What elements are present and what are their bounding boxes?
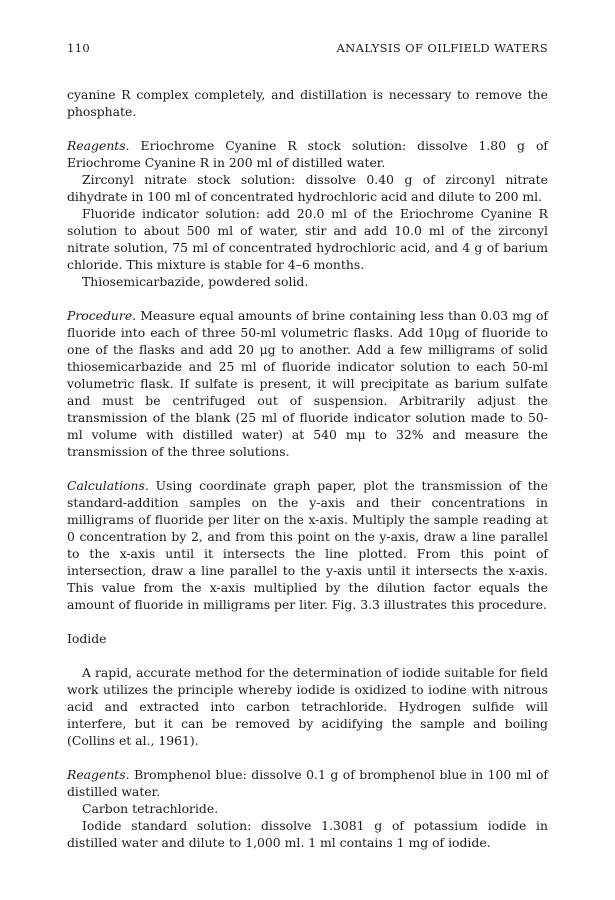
reagents-2-paragraph: [67, 766, 548, 800]
iodide-intro-paragraph: A rapid, accurate method for the determination of iodide suitable for field work utilizes the principle whereby iodide is oxidized to iodine with nitrous acid and extracted into carbon tetrachloride. Hydrogen sulfide will interfere, but it can be removed by acidifying the sample and boiling (Collins et al., 1961).: [67, 665, 548, 748]
thiosemicarbazide-paragraph: Thiosemicarbazide, powdered solid.: [82, 274, 309, 289]
reagents-heading: Reagents.: [67, 138, 130, 153]
procedure-heading: Procedure.: [67, 308, 137, 323]
iodide-standard-paragraph: Iodide standard solution: dissolve 1.3081 g of potassium iodide in distilled water and dilute to 1,000 ml. 1 ml contains 1 mg of iodide.: [67, 818, 548, 850]
page-number: 110: [67, 41, 91, 55]
calculations-text: Using coordinate graph paper, plot the transmission of the standard-addition samples on the y-axis and their concentrations in milligrams of fluoride per liter on the x-axis. Multiply the sample reading at 0 concentration by 2, and from this point on the y-axis, draw a line parallel to the x-axis until it intersects the line plotted. From this point of intersection, draw a line parallel to the y-axis until it intersects the x-axis. This value from the x-axis multiplied by the dilution factor equals the amount of fluoride in milligrams per liter. Fig. 3.3 illustrates this procedure.: [67, 478, 548, 612]
page-body: [67, 86, 548, 851]
calculations-heading: Calculations.: [67, 478, 149, 493]
reagents-2-text: Bromphenol blue: dissolve 0.1 g of bromphenol blue in 100 ml of distilled water.: [67, 767, 548, 799]
calculations-paragraph: [67, 477, 548, 613]
procedure-text: Measure equal amounts of brine containing less than 0.03 mg of fluoride into each of three 50-ml volumetric flasks. Add 10μg of fluoride to one of the flasks and add 20 μg to another. Add a few milligrams of solid thiosemicarbazide and 25 ml of fluoride indicator solution to each 50-ml volumetric flask. If sulfate is present, it will precipitate as barium sulfate and must be centrifuged out of suspension. Arbitrarily adjust the transmission of the blank (25 ml of fluoride indicator solution made to 50-ml volume with distilled water) at 540 mμ to 32% and measure the transmission of the three solutions.: [67, 308, 548, 459]
iodide-heading: Iodide: [67, 631, 107, 646]
reagents-2-heading: Reagents.: [67, 767, 130, 782]
fluoride-indicator-paragraph: Fluoride indicator solution: add 20.0 ml of the Eriochrome Cyanine R solution to about 500 ml of water, stir and add 10.0 ml of the zirconyl nitrate solution, 75 ml of concentrated hydrochloric acid, and 4 g of barium chloride. This mixture is stable for 4–6 months.: [67, 206, 548, 272]
carbon-tet-paragraph: Carbon tetrachloride.: [82, 801, 219, 816]
intro-paragraph: cyanine R complex completely, and distillation is necessary to remove the phosphate.: [67, 87, 548, 119]
reagents-paragraph: [67, 137, 548, 171]
running-title: ANALYSIS OF OILFIELD WATERS: [336, 41, 548, 55]
zirconyl-paragraph: Zirconyl nitrate stock solution: dissolve 0.40 g of zirconyl nitrate dihydrate in 100 ml of concentrated hydrochloric acid and dilute to 200 ml.: [67, 172, 548, 204]
reagents-text: Eriochrome Cyanine R stock solution: dissolve 1.80 g of Eriochrome Cyanine R in 200 ml of distilled water.: [67, 138, 548, 170]
procedure-paragraph: [67, 307, 548, 460]
running-header: [67, 40, 548, 56]
